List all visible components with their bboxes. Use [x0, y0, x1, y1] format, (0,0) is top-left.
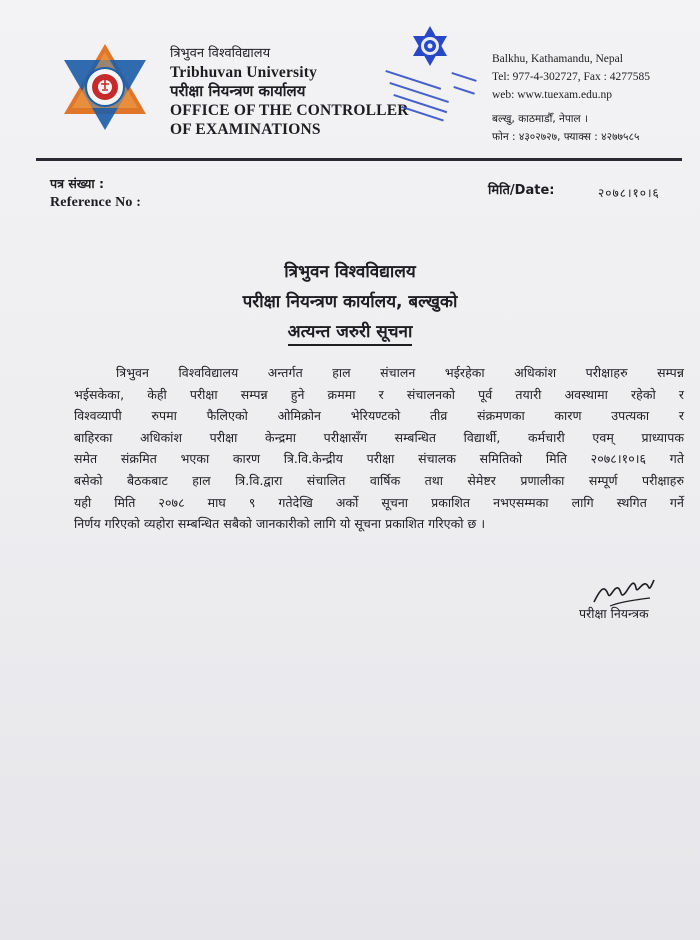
notice-body-line: समेत संक्रमित भएका कारण त्रि.वि.केन्द्रीय परीक्षा संचालक समितिको मिति २०७८।१०।६ गते — [74, 451, 684, 467]
date-label: मिति/Date: — [488, 183, 555, 198]
notice-title-text: अत्यन्त जरुरी सूचना — [288, 322, 413, 346]
notice-body-line: यही मिति २०७८ माघ ९ गतेदेखि अर्को सूचना प्रकाशित नभएसम्मका लागि स्थगित गर्ने — [74, 494, 684, 510]
office-name-english-line1: OFFICE OF THE CONTROLLER — [170, 102, 409, 119]
address-english: Balkhu, Kathamandu, Nepal — [492, 53, 623, 65]
office-name-nepali: परीक्षा नियन्त्रण कार्यालय — [170, 82, 306, 100]
signer-title: परीक्षा नियन्त्रक — [579, 606, 649, 621]
date-value: २०७८।१०।६ — [598, 186, 660, 200]
notice-body-line: बाहिरका अधिकांश परीक्षा केन्द्रमा परीक्षासँग सम्बन्धित विद्यार्थी, कर्मचारी एवम् प्राध्यापक — [74, 429, 684, 445]
website: web: www.tuexam.edu.np — [492, 89, 612, 101]
reference-number-label: Reference No : — [50, 195, 142, 210]
notice-body — [74, 362, 684, 535]
notice-body-line: भईसकेका, केही परीक्षा सम्पन्न हुने क्रममा र संचालनको पूर्व तयारी अवस्थामा रहेको र — [74, 386, 684, 402]
address-nepali: बल्खु, काठमाडौँ, नेपाल । — [492, 113, 588, 125]
office-seal-stamp — [372, 20, 492, 140]
notice-heading-university: त्रिभुवन विश्वविद्यालय — [284, 262, 416, 282]
notice-body-line: निर्णय गरिएको व्यहोरा सम्बन्धित सबैको जानकारीको लागि यो सूचना प्रकाशित गरिएको छ । — [74, 516, 486, 532]
notice-body-line: विश्वव्यापी रुपमा फैलिएको ओमिक्रोन भेरियण्टको तीव्र संक्रमणका कारण उपत्यका र — [74, 408, 684, 424]
notice-body-line: त्रिभुवन विश्वविद्यालय अन्तर्गत हाल संचालन भईरहेका अधिकांश परीक्षाहरु सम्पन्न — [116, 365, 684, 380]
reference-block — [50, 174, 141, 212]
phone-nepali: फोन : ४३०२७२७, फ्याक्स : ४२७७५८५ — [492, 131, 640, 143]
university-name-english: Tribhuvan University — [170, 64, 318, 81]
office-name-english-line2: OF EXAMINATIONS — [170, 121, 321, 138]
header-divider — [36, 158, 682, 161]
notice-body-line: बसेको बैठकबाट हाल त्रि.वि.द्वारा संचालित वार्षिक तथा सेमेष्टर प्रणालीका सम्पूर्ण परीक्षाहरु — [74, 472, 684, 488]
patra-sankhya-label: पत्र संख्या : — [50, 176, 104, 191]
tribhuvan-university-logo — [62, 42, 148, 132]
notice-title — [0, 319, 700, 342]
contact-block — [492, 50, 692, 146]
phone-english: Tel: 977-4-302727, Fax : 4277585 — [492, 71, 650, 83]
notice-heading-office: परीक्षा नियन्त्रण कार्यालय, बल्खुको — [242, 292, 458, 312]
university-name-nepali: त्रिभुवन विश्वविद्यालय — [170, 46, 271, 61]
